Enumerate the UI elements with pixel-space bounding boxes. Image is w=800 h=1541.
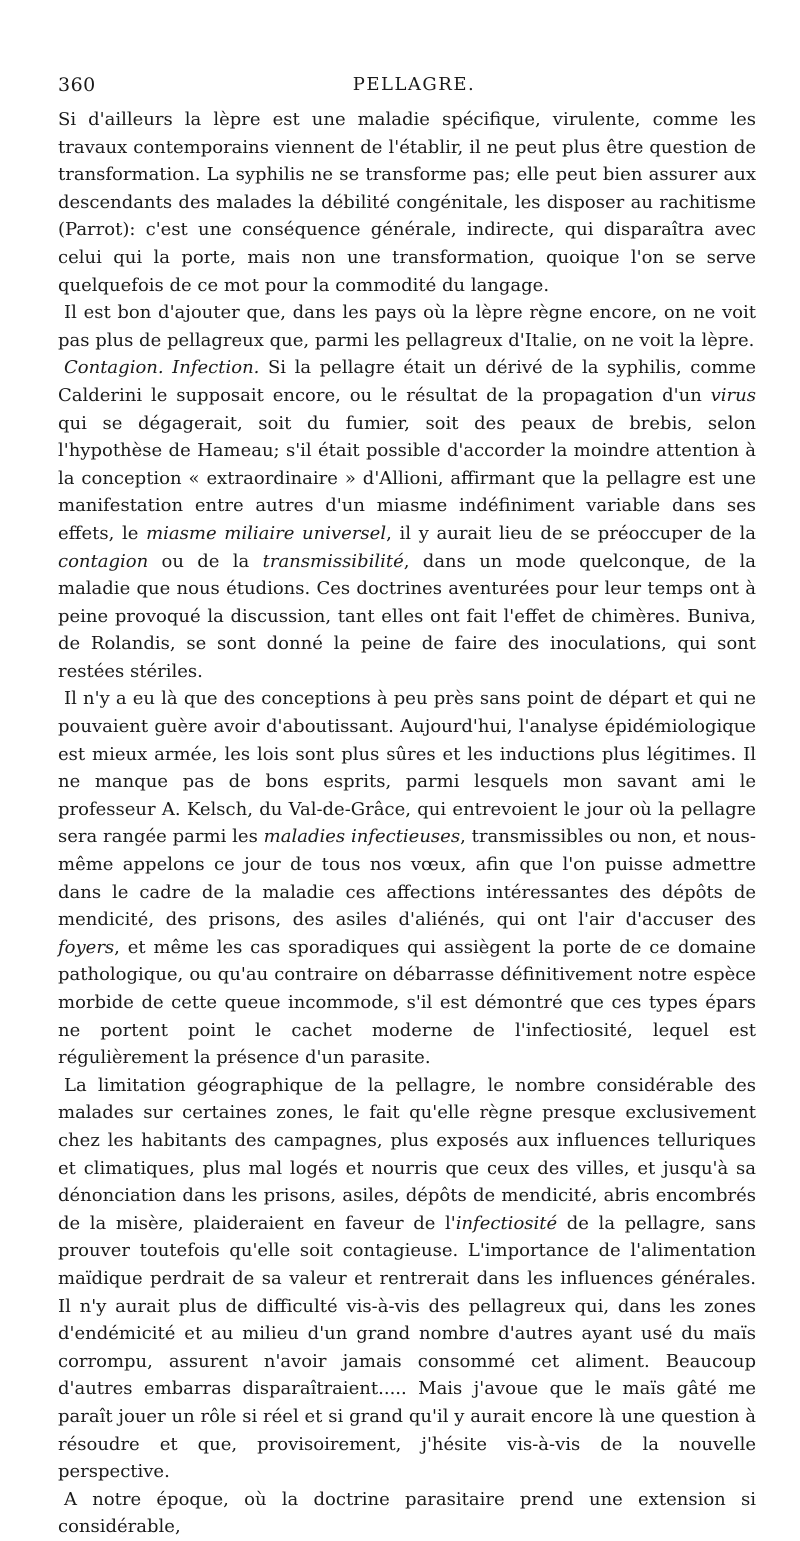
italic-term: transmissibilité [262,550,404,572]
running-title: PELLAGRE. [352,74,476,95]
italic-term: maladies infectieuses [263,826,461,848]
paragraph [58,299,756,354]
text-fragment: , il y aurait lieu de se préoccuper de la [386,522,756,544]
body-text [58,106,756,1541]
italic-term: infectiosité [455,1212,558,1234]
text-fragment: , dans un mode quelconque, de la maladie que nous étudions. Ces doctrines aventurées pour leur temps ont à peine provoqué la discussion, tant elles ont fait l'effet de chimères. Buniva, de Rolandis, se sont donné la peine de faire des inoculations, qui sont restées stériles. [58,550,756,682]
paragraph [58,106,756,299]
paragraph [58,1072,756,1486]
book-page [58,74,756,1541]
page-number: 360 [58,74,96,96]
text-fragment: Si la pellagre était un dérivé de la syphilis, comme Calderini le supposait encore, ou le résultat de la propagation d'un [58,357,757,406]
italic-term: contagion [58,550,149,572]
section-heading: Contagion. Infection. [64,357,260,379]
paragraph [58,685,756,1071]
text-fragment: , et même les cas sporadiques qui assiègent la porte de ce domaine pathologique, ou qu'au contraire on débarrasse définitivement notre espèce morbide de cette queue incommode, s'il est démontré que ces types épars ne portent point le cachet moderne de l'infectiosité, lequel est régulièrement la présence d'un parasite. [58,936,756,1069]
text-fragment: qui se dégagerait, soit du fumier, soit des peaux de brebis, selon l'hypothèse de Hameau; s'il était possible d'accorder la moindre attention à la conception « extraordinaire » d'Allioni, affirmant que la pellagre est une manifestation entre autres d'un miasme indéfiniment variable dans ses effets, le [58,412,756,544]
italic-term: foyers [58,936,115,958]
text-fragment: Si d'ailleurs la lèpre est une maladie spécifique, virulente, comme les travaux contemporains viennent de l'établir, il ne peut plus être question de transformation. La syphilis ne se transforme pas; elle peut bien assurer aux descendants des malades la débilité congénitale, les disposer au rachitisme (Parrot): c'est une conséquence générale, indirecte, qui disparaîtra avec celui qui la porte, mais non une transformation, quoique l'on se serve quelquefois de ce mot pour la commodité du langage. [58,109,756,296]
text-fragment: de la pellagre, sans prouver toutefois qu'elle soit contagieuse. L'importance de l'alimentation maïdique perdrait de sa valeur et rentrerait dans les influences générales. Il n'y aurait plus de difficulté vis-à-vis des pellagreux qui, dans les zones d'endémicité et au milieu d'un grand nombre d'autres ayant usé du maïs corrompu, assurent n'avoir jamais consommé cet aliment. Beaucoup d'autres embarras disparaîtraient..... Mais j'avoue que le maïs gâté me paraît jouer un rôle si réel et si grand qu'il y aurait encore là une question à résoudre et que, provisoirement, j'hésite vis-à-vis de la nouvelle perspective. [58,1212,756,1483]
italic-term: miasme miliaire universel [146,522,387,544]
text-fragment: Il n'y a eu là que des conceptions à peu près sans point de départ et qui ne pouvaient guère avoir d'aboutissant. Aujourd'hui, l'analyse épidémiologique est mieux armée, les lois sont plus sûres et les inductions plus légitimes. Il ne manque pas de bons esprits, parmi lesquels mon savant ami le professeur A. Kelsch, du Val-de-Grâce, qui entrevoient le jour où la pellagre sera rangée parmi les [58,688,756,848]
paragraph [58,1486,756,1541]
text-fragment: Il est bon d'ajouter que, dans les pays où la lèpre règne encore, on ne voit pas plus de pellagreux que, parmi les pellagreux d'Italie, on ne voit la lèpre. [58,302,756,351]
text-fragment: ou de la [148,550,263,572]
text-fragment: , transmissibles ou non, et nous-même appelons ce jour de tous nos vœux, afin que l'on puisse admettre dans le cadre de la maladie ces affections intéressantes des dépôts de mendicité, des prisons, des asiles d'aliénés, qui ont l'air d'accuser des [58,826,756,931]
italic-term: virus [710,384,756,406]
text-fragment: A notre époque, où la doctrine parasitaire prend une extension si considérable, [58,1488,756,1538]
running-head [58,74,756,102]
paragraph [58,354,756,685]
text-fragment: La limitation géographique de la pellagre, le nombre considérable des malades sur certaines zones, le fait qu'elle règne presque exclusivement chez les habitants des campagnes, plus exposés aux influences telluriques et climatiques, plus mal logés et nourris que ceux des villes, et jusqu'à sa dénonciation dans les prisons, asiles, dépôts de mendicité, abris encombrés de la misère, plaideraient en faveur de l' [58,1074,756,1234]
